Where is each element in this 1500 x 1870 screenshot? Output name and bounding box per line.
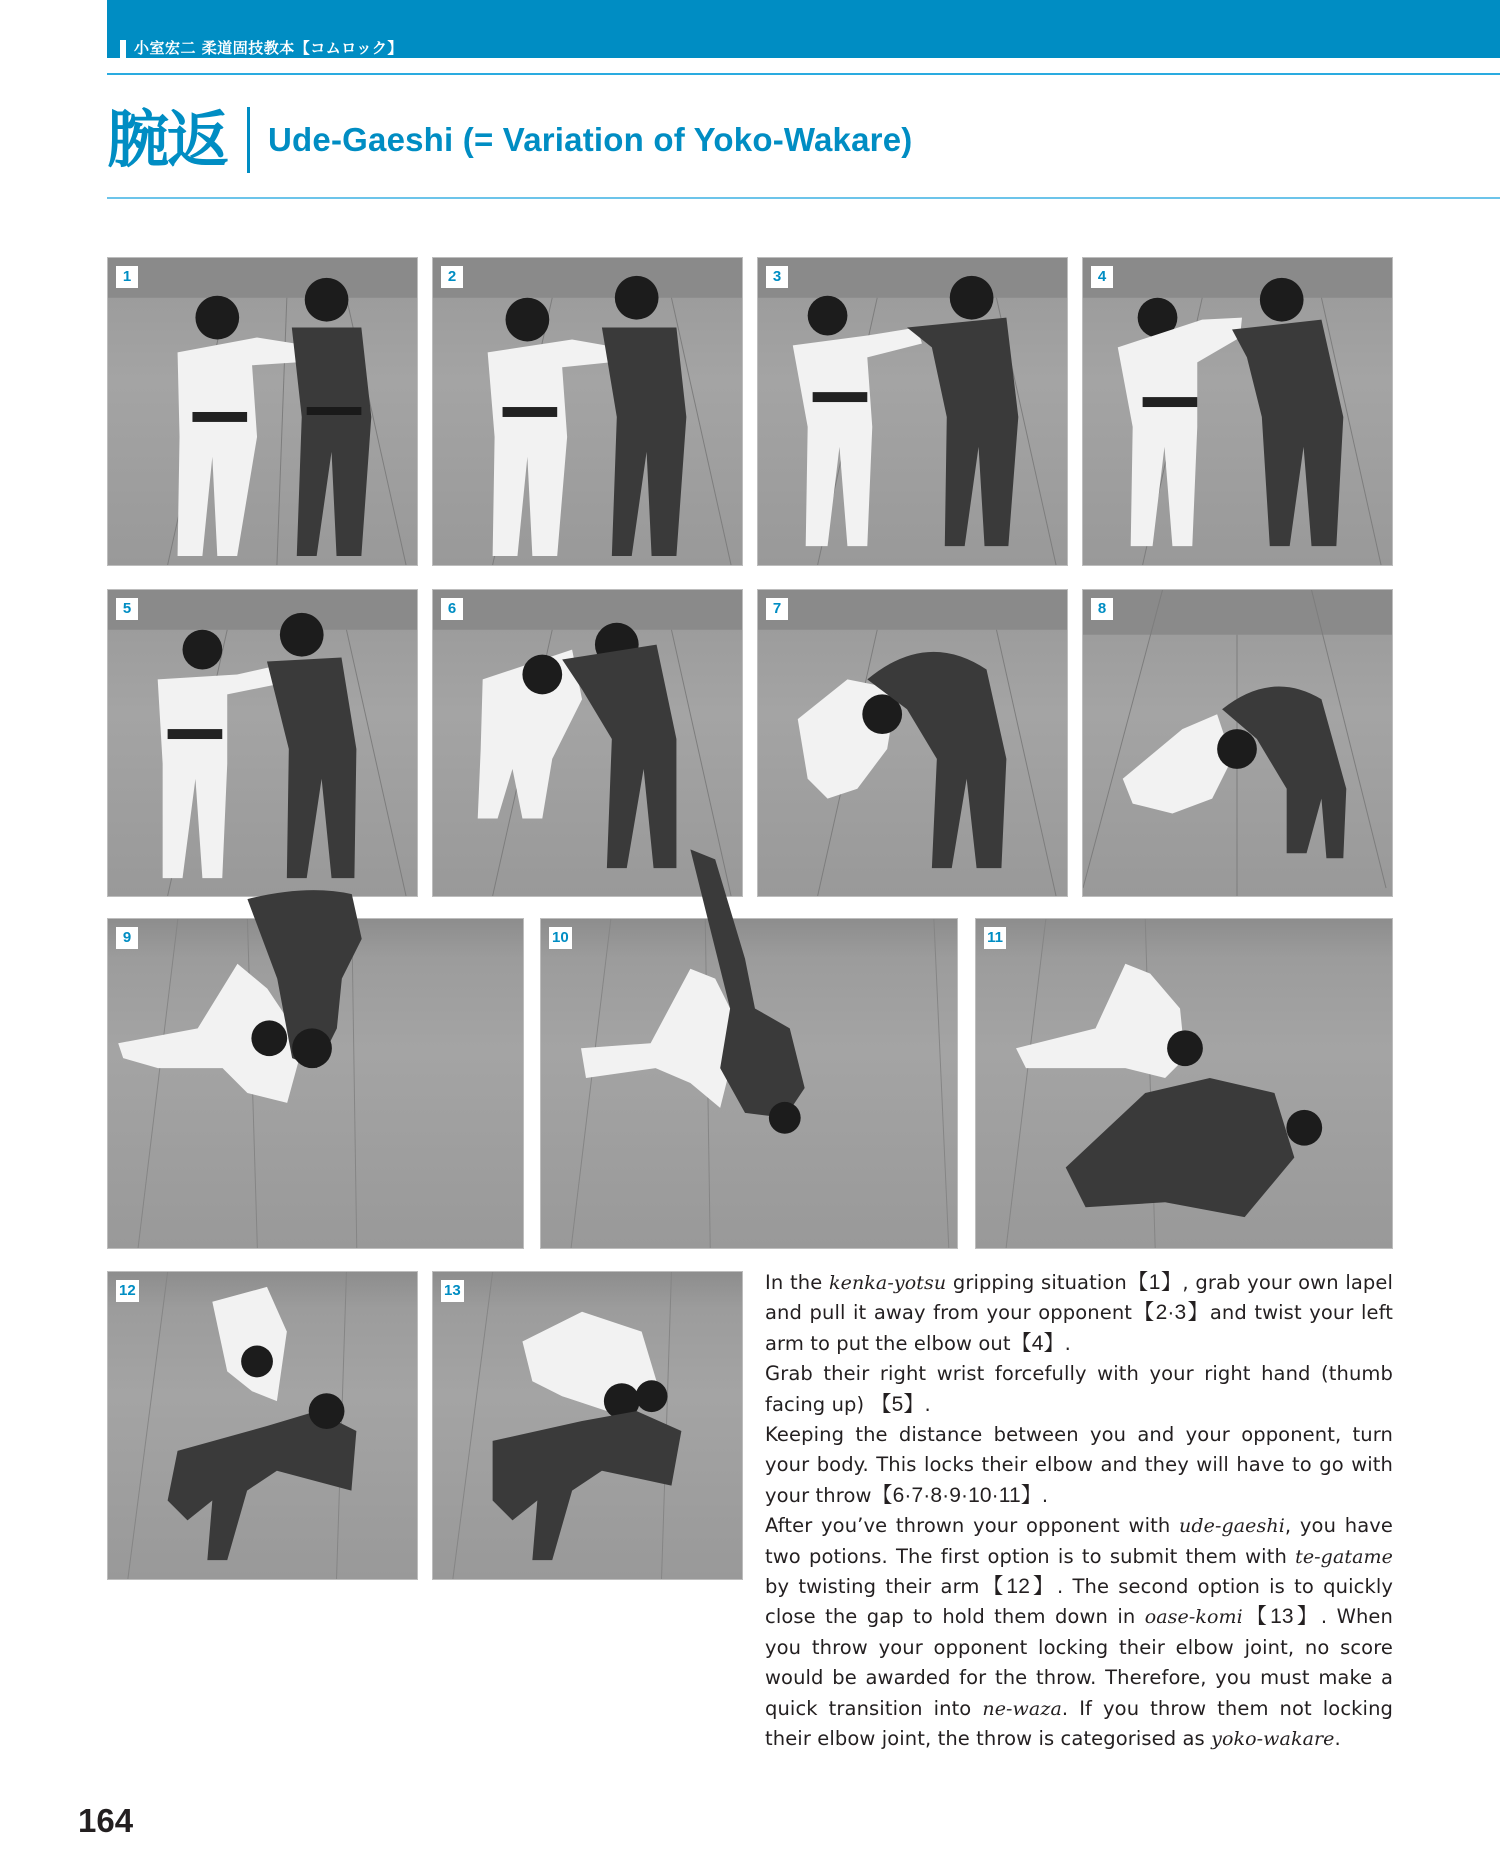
- photo-number: 11: [984, 927, 1006, 949]
- photo-ref: 【1】: [1126, 1271, 1183, 1294]
- photo-number: 1: [116, 266, 138, 288]
- term-yoko-wakare: yoko-wakare: [1211, 1728, 1335, 1751]
- judo-bent-throw-illustration: [758, 590, 1067, 896]
- paragraph-1: In the kenka-yotsu gripping situation【1】, grab your own lapel and pull it away from your opponent【2·3】and twist your left arm to put the elbow out【4】.: [765, 1271, 1394, 1355]
- judo-turn-body-illustration: [433, 590, 742, 896]
- title-rule: [107, 197, 1500, 199]
- title-japanese: 腕返: [107, 103, 228, 176]
- instruction-text: [765, 1268, 1393, 1755]
- judo-te-gatame-illustration: [108, 1272, 417, 1579]
- judo-throw-landing-illustration: [541, 919, 957, 1248]
- photo-number: 2: [441, 266, 463, 288]
- header-band: [107, 0, 1500, 58]
- photo-ref: 【13】: [1242, 1605, 1321, 1629]
- photo-ref: 【4】: [1010, 1331, 1065, 1355]
- photo-ref: 【5】: [870, 1392, 925, 1416]
- photo-step-2: [432, 257, 743, 566]
- photo-number: 5: [116, 598, 138, 620]
- judo-falling-illustration: [1083, 590, 1392, 896]
- term-oase-komi: oase-komi: [1144, 1606, 1243, 1629]
- photo-number: 7: [766, 598, 788, 620]
- photo-step-6: [432, 589, 743, 897]
- photo-number: 6: [441, 598, 463, 620]
- header-marker: [120, 40, 126, 58]
- header-rule: [107, 73, 1500, 75]
- photo-number: 13: [441, 1280, 464, 1302]
- photo-step-11: [975, 918, 1393, 1249]
- term-te-gatame: te-gatame: [1295, 1545, 1393, 1568]
- photo-ref: 【12】: [979, 1575, 1057, 1599]
- term-kenka-yotsu: kenka-yotsu: [829, 1272, 947, 1294]
- judo-standing-grip-illustration: [108, 258, 417, 565]
- title-divider: [247, 107, 250, 173]
- judo-opponent-down-illustration: [976, 919, 1392, 1248]
- photo-number: 3: [766, 266, 788, 288]
- paragraph-3: Keeping the distance between you and your opponent, turn your body. This locks their elbow and they will have to go with your throw【6·7·8·9·10·11】.: [765, 1423, 1393, 1507]
- photo-number: 4: [1091, 266, 1113, 288]
- judo-arm-twist-illustration: [758, 258, 1067, 565]
- judo-elbow-out-illustration: [1083, 258, 1392, 565]
- term-ude-gaeshi: ude-gaeshi: [1179, 1515, 1285, 1538]
- title-english: Ude-Gaeshi (= Variation of Yoko-Wakare): [268, 121, 913, 158]
- photo-ref: 【6·7·8·9·10·11】: [871, 1483, 1042, 1507]
- photo-number: 10: [549, 927, 572, 949]
- photo-step-1: [107, 257, 418, 566]
- photo-number: 9: [116, 927, 138, 949]
- photo-number: 12: [116, 1280, 139, 1302]
- photo-step-8: [1082, 589, 1393, 897]
- paragraph-4: After you’ve thrown your opponent with ude-gaeshi, you have two potions. The first option is to submit them with te-gatame by twisting their arm【12】. The second option is to quickly close the gap to hold them down in oase-komi【13】. When you throw your opponent locking their elbow joint, no score would be awarded for the throw. Therefore, you must make a quick transition into ne-waza. If you throw them not locking their elbow joint, the throw is categorised as yoko-wakare.: [765, 1514, 1394, 1751]
- page-title: [107, 100, 912, 180]
- photo-step-3: [757, 257, 1068, 566]
- term-ne-waza: ne-waza: [982, 1697, 1062, 1720]
- photo-step-7: [757, 589, 1068, 897]
- running-head: 小室宏二 柔道固技教本【コムロック】: [134, 39, 403, 57]
- photo-step-9: [107, 918, 524, 1249]
- photo-step-5: [107, 589, 418, 897]
- photo-step-12: [107, 1271, 418, 1580]
- page-number: 164: [78, 1802, 134, 1839]
- judo-wrist-grab-illustration: [108, 590, 417, 896]
- judo-lapel-grab-illustration: [433, 258, 742, 565]
- photo-number: 8: [1091, 598, 1113, 620]
- judo-throw-mid-air-illustration: [108, 919, 523, 1248]
- photo-step-10: [540, 918, 958, 1249]
- photo-step-13: [432, 1271, 743, 1580]
- paragraph-2: Grab their right wrist forcefully with your right hand (thumb facing up) 【5】.: [765, 1362, 1393, 1416]
- photo-step-4: [1082, 257, 1393, 566]
- photo-ref: 【2·3】: [1132, 1301, 1210, 1325]
- judo-osae-komi-illustration: [433, 1272, 742, 1579]
